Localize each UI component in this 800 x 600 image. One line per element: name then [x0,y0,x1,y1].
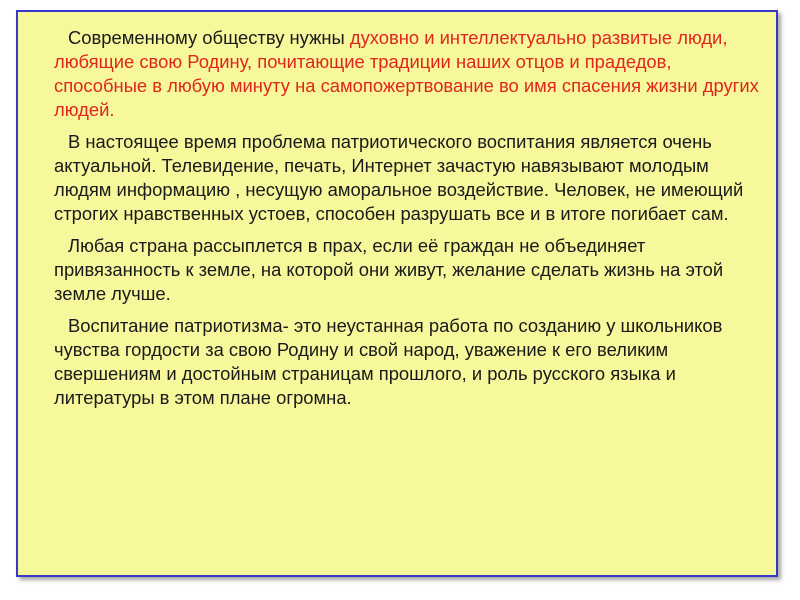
slide-panel [16,10,778,577]
paragraph-4: Воспитание патриотизма- это неустанная работа по созданию у школьников чувства гордости за свою Родину и свой народ, уважение к его великим свершениям и достойным страницам прошлого, и роль русского языка и литературы в этом плане огромна. [54,315,723,408]
paragraph-3: Любая страна рассыплется в прах, если её граждан не объединяет привязанность к земле, на которой они живут, желание сделать жизнь на этой земле лучше. [54,235,724,304]
slide-text-body [54,26,766,418]
paragraph-2: В настоящее время проблема патриотического воспитания является очень актуальной. Телевидение, печать, Интернет зачастую навязывают молодым людям информацию , несущую аморальное воздействие. Человек, не имеющий строгих нравственных устоев, способен разрушать все и в итоге погибает сам. [54,131,744,224]
paragraph-1 [54,26,766,122]
paragraph-1-highlight: духовно и интеллектуально развитые люди, любящие свою Родину, почитающие традиции наших отцов и прадедов, способные в любую минуту на самопожертвование во имя спасения жизни других людей. [54,27,759,120]
paragraph-1-lead: Современному обществу нужны [68,27,350,48]
